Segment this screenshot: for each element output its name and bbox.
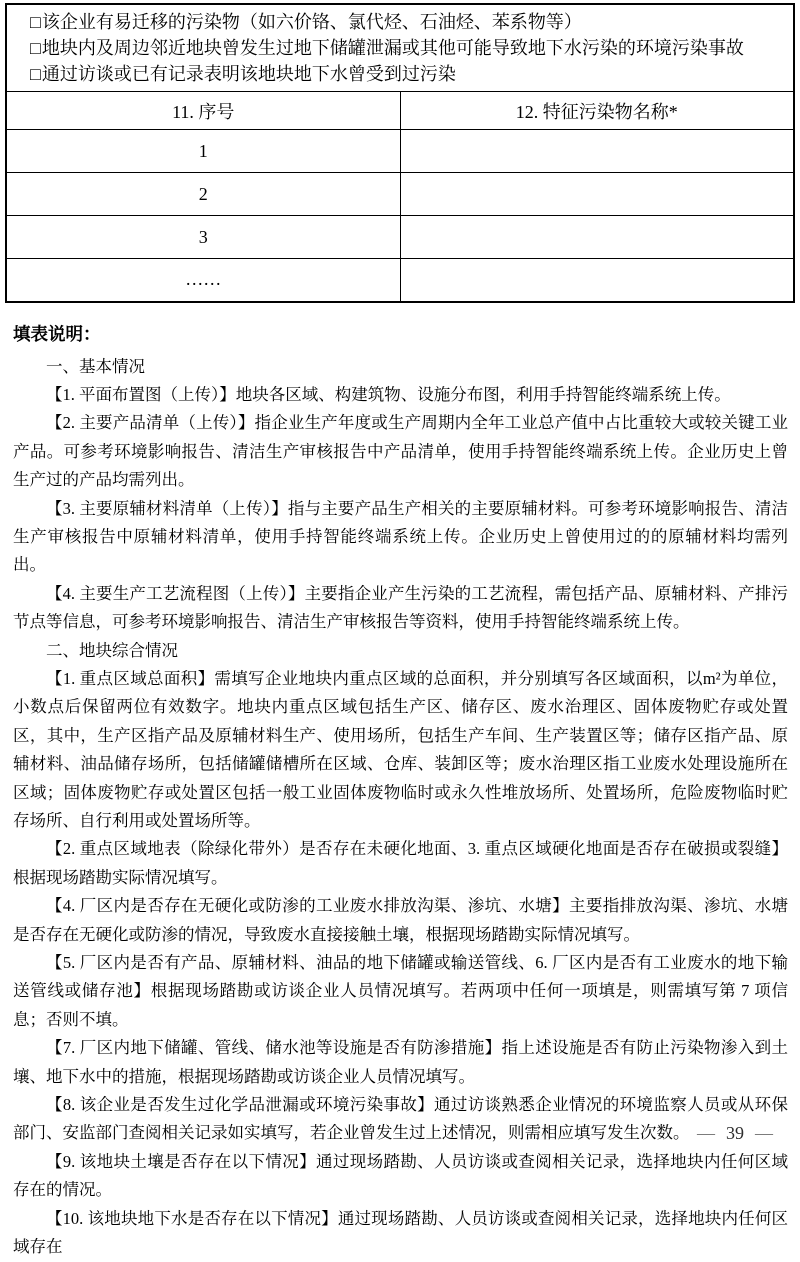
page-number-value: 39	[726, 1123, 744, 1143]
checkbox-label: 该企业有易迁移的污染物（如六价铬、氯代烃、石油烃、苯系物等）	[41, 12, 582, 32]
instruction-paragraph: 【2. 主要产品清单（上传）】指企业生产年度或生产周期内全年工业总产值中占比重较大或较关键工业产品。可参考环境影响报告、清洁生产审核报告中产品清单，使用手持智能终端系统上传。企业历史上曾生产过的产品均需列出。	[13, 413, 788, 490]
table-row	[6, 173, 794, 216]
column-header-serial-number: 11. 序号	[6, 92, 400, 130]
page-number-dash-right: —	[755, 1123, 773, 1143]
row-pollutant-cell	[400, 216, 794, 259]
checkbox-item-mobile-pollutants	[30, 9, 785, 35]
section-heading-basic-info: 一、基本情况	[46, 356, 145, 376]
row-serial: ……	[6, 259, 400, 302]
instruction-paragraph: 【1. 平面布置图（上传）】地块各区域、构建筑物、设施分布图，利用手持智能终端系统上传。	[46, 384, 731, 404]
page-number	[686, 1123, 784, 1144]
instructions-section	[13, 319, 788, 1262]
instruction-paragraph: 【1. 重点区域总面积】需填写企业地块内重点区域的总面积，并分别填写各区域面积，以m²为单位，小数点后保留两位有效数字。地块内重点区域包括生产区、储存区、废水治理区、固体废物贮存或处置区，其中，生产区指产品及原辅材料生产、使用场所，包括生产车间、生产装置区等；储存区指产品、原辅材料、油品储存场所，包括储罐储槽所在区域、仓库、装卸区等；废水治理区指工业废水处理设施所在区域；固体废物贮存或处置区包括一般工业固体废物临时或永久性堆放场所、处置场所，危险废物临时贮存场所、自行利用或处置场所等。	[13, 668, 788, 830]
section-heading-site-overview: 二、地块综合情况	[46, 640, 178, 660]
checkbox-item-tank-leak-accident	[30, 35, 785, 61]
checkbox-options-row	[6, 4, 794, 92]
instruction-paragraph: 【4. 主要生产工艺流程图（上传）】主要指企业产生污染的工艺流程，需包括产品、原辅材料、产排污节点等信息，可参考环境影响报告、清洁生产审核报告等资料，使用手持智能终端系统上传。	[13, 583, 788, 632]
instruction-paragraph: 【2. 重点区域地表（除绿化带外）是否存在未硬化地面、3. 重点区域硬化地面是否存在破损或裂缝】根据现场踏勘实际情况填写。	[13, 839, 788, 887]
checkbox-item-groundwater-polluted	[30, 61, 785, 87]
checkbox-icon: □	[30, 12, 41, 32]
table-header-row	[6, 92, 794, 130]
row-serial: 2	[6, 173, 400, 216]
instruction-paragraph: 【9. 该地块土壤是否存在以下情况】通过现场踏勘、人员访谈或查阅相关记录，选择地块内任何区域存在的情况。	[13, 1151, 788, 1200]
row-serial: 3	[6, 216, 400, 259]
checkbox-label: 通过访谈或已有记录表明该地块地下水曾受到过污染	[41, 64, 456, 84]
instruction-paragraph: 【3. 主要原辅材料清单（上传）】指与主要产品生产相关的主要原辅材料。可参考环境影响报告、清洁生产审核报告中原辅材料清单，使用手持智能终端系统上传。企业历史上曾使用过的的原辅材料均需列出。	[13, 498, 788, 575]
checkbox-label: 地块内及周边邻近地块曾发生过地下储罐泄漏或其他可能导致地下水污染的环境污染事故	[41, 38, 744, 58]
row-pollutant-cell	[400, 259, 794, 302]
checkbox-options-cell	[6, 4, 794, 92]
pollutant-form-table	[5, 3, 795, 303]
checkbox-icon: □	[30, 64, 41, 84]
instruction-paragraph: 【4. 厂区内是否存在无硬化或防渗的工业废水排放沟渠、渗坑、水塘】主要指排放沟渠、渗坑、水塘是否存在无硬化或防渗的情况，导致废水直接接触土壤，根据现场踏勘实际情况填写。	[13, 896, 788, 944]
table-row	[6, 259, 794, 302]
instruction-paragraph: 【7. 厂区内地下储罐、管线、储水池等设施是否有防渗措施】指上述设施是否有防止污染物渗入到土壤、地下水中的措施，根据现场踏勘或访谈企业人员情况填写。	[13, 1038, 788, 1086]
table-row	[6, 216, 794, 259]
column-header-pollutant-name: 12. 特征污染物名称*	[400, 92, 794, 130]
instruction-paragraph: 【5. 厂区内是否有产品、原辅材料、油品的地下储罐或输送管线、6. 厂区内是否有工业废水的地下输送管线或储存池】根据现场踏勘或访谈企业人员情况填写。若两项中任何一项填是，则需填写第 7 项信息；否则不填。	[13, 953, 789, 1029]
row-pollutant-cell	[400, 130, 794, 173]
checkbox-icon: □	[30, 38, 41, 58]
instructions-title: 填表说明：	[13, 323, 101, 344]
page-number-dash-left: —	[697, 1123, 715, 1143]
table-row	[6, 130, 794, 173]
row-pollutant-cell	[400, 173, 794, 216]
instruction-paragraph: 【10. 该地块地下水是否存在以下情况】通过现场踏勘、人员访谈或查阅相关记录，选择地块内任何区域存在	[13, 1208, 788, 1257]
instruction-paragraph: 【8. 该企业是否发生过化学品泄漏或环境污染事故】通过访谈熟悉企业情况的环境监察人员或从环保部门、安监部门查阅相关记录如实填写，若企业曾发生过上述情况，则需相应填写发生次数。	[13, 1095, 788, 1143]
row-serial: 1	[6, 130, 400, 173]
